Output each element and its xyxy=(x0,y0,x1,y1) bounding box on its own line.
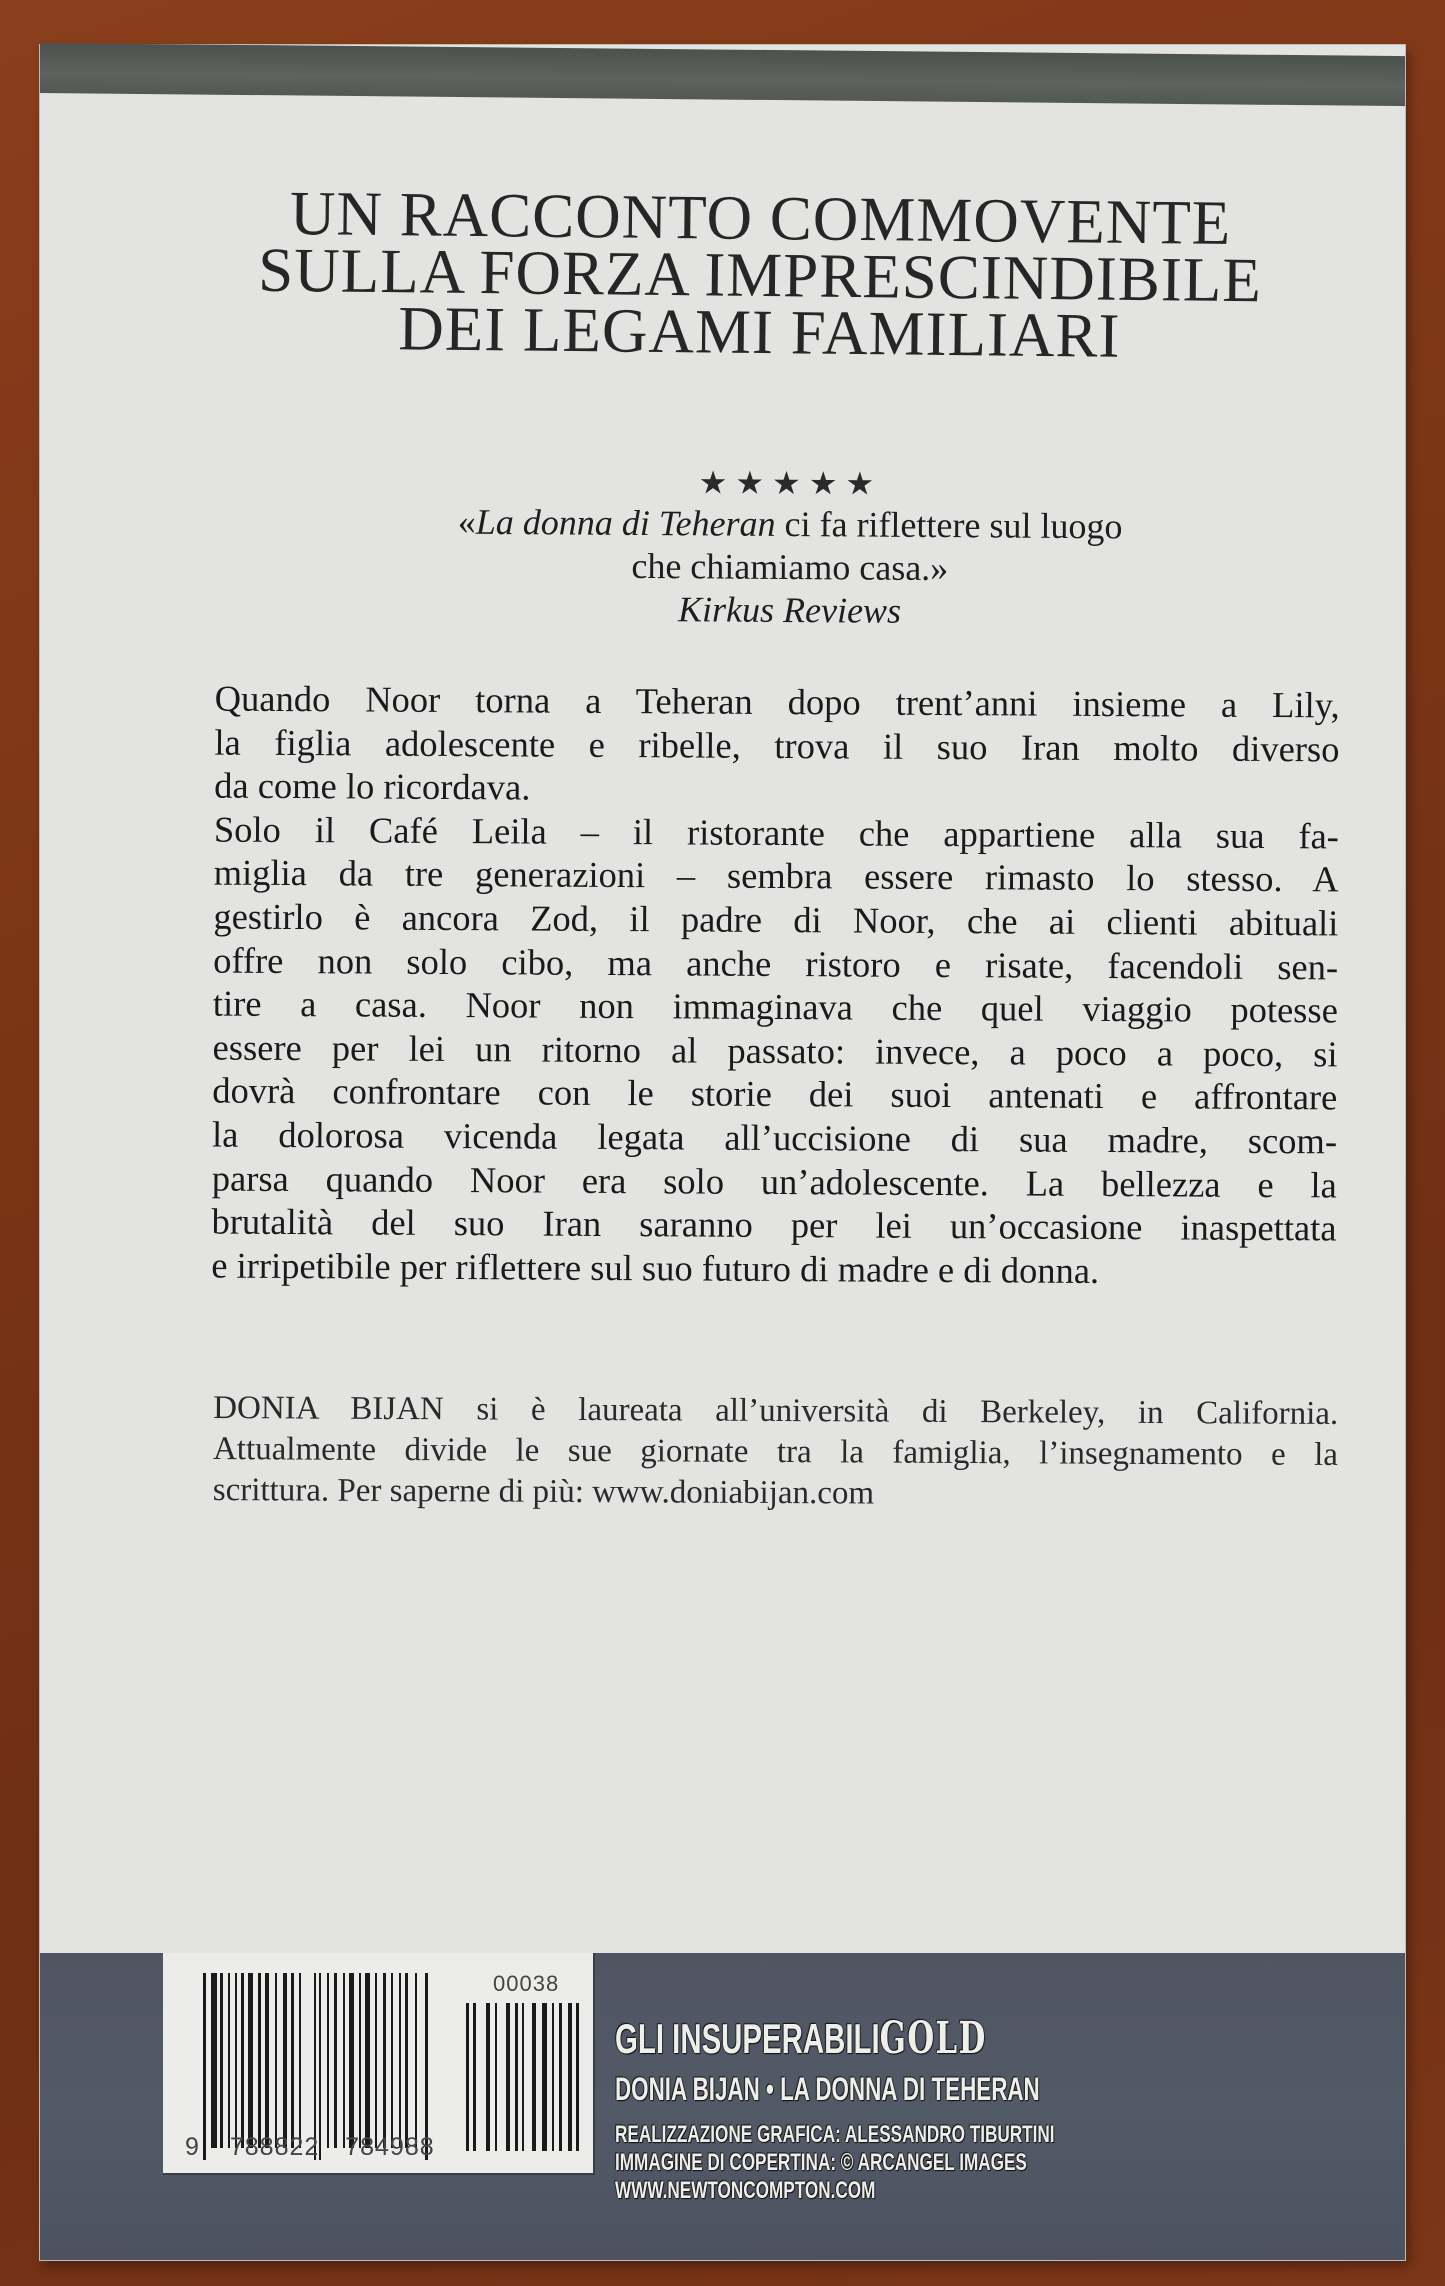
series-name: GLI INSUPERABILIGOLD xyxy=(615,2013,987,2064)
synopsis-line: Quando Noor torna a Teheran dopo trent’anni insieme a Lily, xyxy=(214,677,1340,726)
synopsis-line: essere per lei un ritorno al passato: invece, a poco a poco, si xyxy=(212,1026,1338,1075)
author-bio-line2: Attualmente divide le sue giornate tra la famiglia, l’insegnamento e la xyxy=(212,1431,1339,1473)
barcode-addon-bars-icon xyxy=(466,2003,581,2151)
barcode xyxy=(163,1953,595,2175)
series-gold-label: GOLD xyxy=(879,2013,987,2064)
synopsis-line: Solo il Café Leila – il ristorante che appartiene alla sua fa- xyxy=(213,808,1340,857)
review-quote-line2: che chiamiamo casa.» xyxy=(631,545,949,589)
synopsis-line: dovrà confrontare con le storie dei suoi antenati e affrontare xyxy=(212,1069,1338,1118)
synopsis-line: parsa quando Noor era solo un’adolescente. La bellezza e la xyxy=(211,1157,1337,1205)
synopsis-line: gestirlo è ancora Zod, il padre di Noor, che ai clienti abituali xyxy=(213,895,1339,944)
synopsis-line: brutalità del suo Iran saranno per lei un’occasione inaspettata xyxy=(211,1200,1337,1249)
synopsis-line: e irripetibile per riflettere sul suo futuro di madre e di donna. xyxy=(211,1244,1100,1291)
credit-cover: IMMAGINE DI COPERTINA: © ARCANGEL IMAGES xyxy=(615,2149,1027,2176)
book-back-cover xyxy=(40,45,1405,2260)
barcode-bars-icon xyxy=(203,1973,431,2148)
author-website-link[interactable]: www.doniabijan.com xyxy=(592,1474,875,1512)
headline xyxy=(174,178,1346,371)
synopsis-line: da come lo ricordava. xyxy=(214,764,531,808)
headline-line: UN RACCONTO COMMOVENTE xyxy=(289,178,1232,258)
review-source: Kirkus Reviews xyxy=(677,589,902,631)
author-bio-line3: scrittura. Per saperne di più: www.doniabijan.com xyxy=(212,1472,875,1512)
author-bio-line1: DONIA BIJAN si è laureata all’università di Berkeley, in California. xyxy=(213,1390,1339,1432)
rating-stars-icon: ★★★★★ xyxy=(698,464,883,502)
publisher-url[interactable]: WWW.NEWTONCOMPTON.COM xyxy=(615,2177,876,2204)
isbn-number: 9 788822 784988 xyxy=(185,2133,435,2161)
author-bio xyxy=(213,1388,1339,1517)
cover-top-edge xyxy=(40,43,1405,106)
headline-line: DEI LEGAMI FAMILIARI xyxy=(397,293,1121,371)
review-block xyxy=(339,460,1240,635)
credit-design: REALIZZAZIONE GRAFICA: ALESSANDRO TIBURTINI xyxy=(615,2121,1055,2148)
synopsis xyxy=(211,677,1340,1294)
author-name: DONIA BIJAN xyxy=(213,1390,444,1428)
author-title-line: DONIA BIJAN • LA DONNA DI TEHERAN xyxy=(615,2071,1040,2107)
addon-code: 00038 xyxy=(493,1971,560,1996)
synopsis-line: tire a casa. Noor non immaginava che quel viaggio potesse xyxy=(212,982,1338,1031)
synopsis-line: la figlia adolescente e ribelle, trova il suo Iran molto diverso xyxy=(214,721,1340,770)
imprint-band xyxy=(40,1953,1405,2260)
quoted-book-title: La donna di Teheran xyxy=(475,501,776,544)
synopsis-line: offre non solo cibo, ma anche ristoro e risate, facendoli sen- xyxy=(213,939,1339,987)
review-quote-line1: «La donna di Teheran ci fa riflettere sul luogo xyxy=(457,501,1123,547)
synopsis-line: miglia da tre generazioni – sembra essere rimasto lo stesso. A xyxy=(213,851,1339,900)
imprint-info xyxy=(615,2015,1055,2205)
headline-line: SULLA FORZA IMPRESCINDIBILE xyxy=(257,234,1263,316)
synopsis-line: la dolorosa vicenda legata all’uccisione di sua madre, scom- xyxy=(211,1113,1338,1162)
